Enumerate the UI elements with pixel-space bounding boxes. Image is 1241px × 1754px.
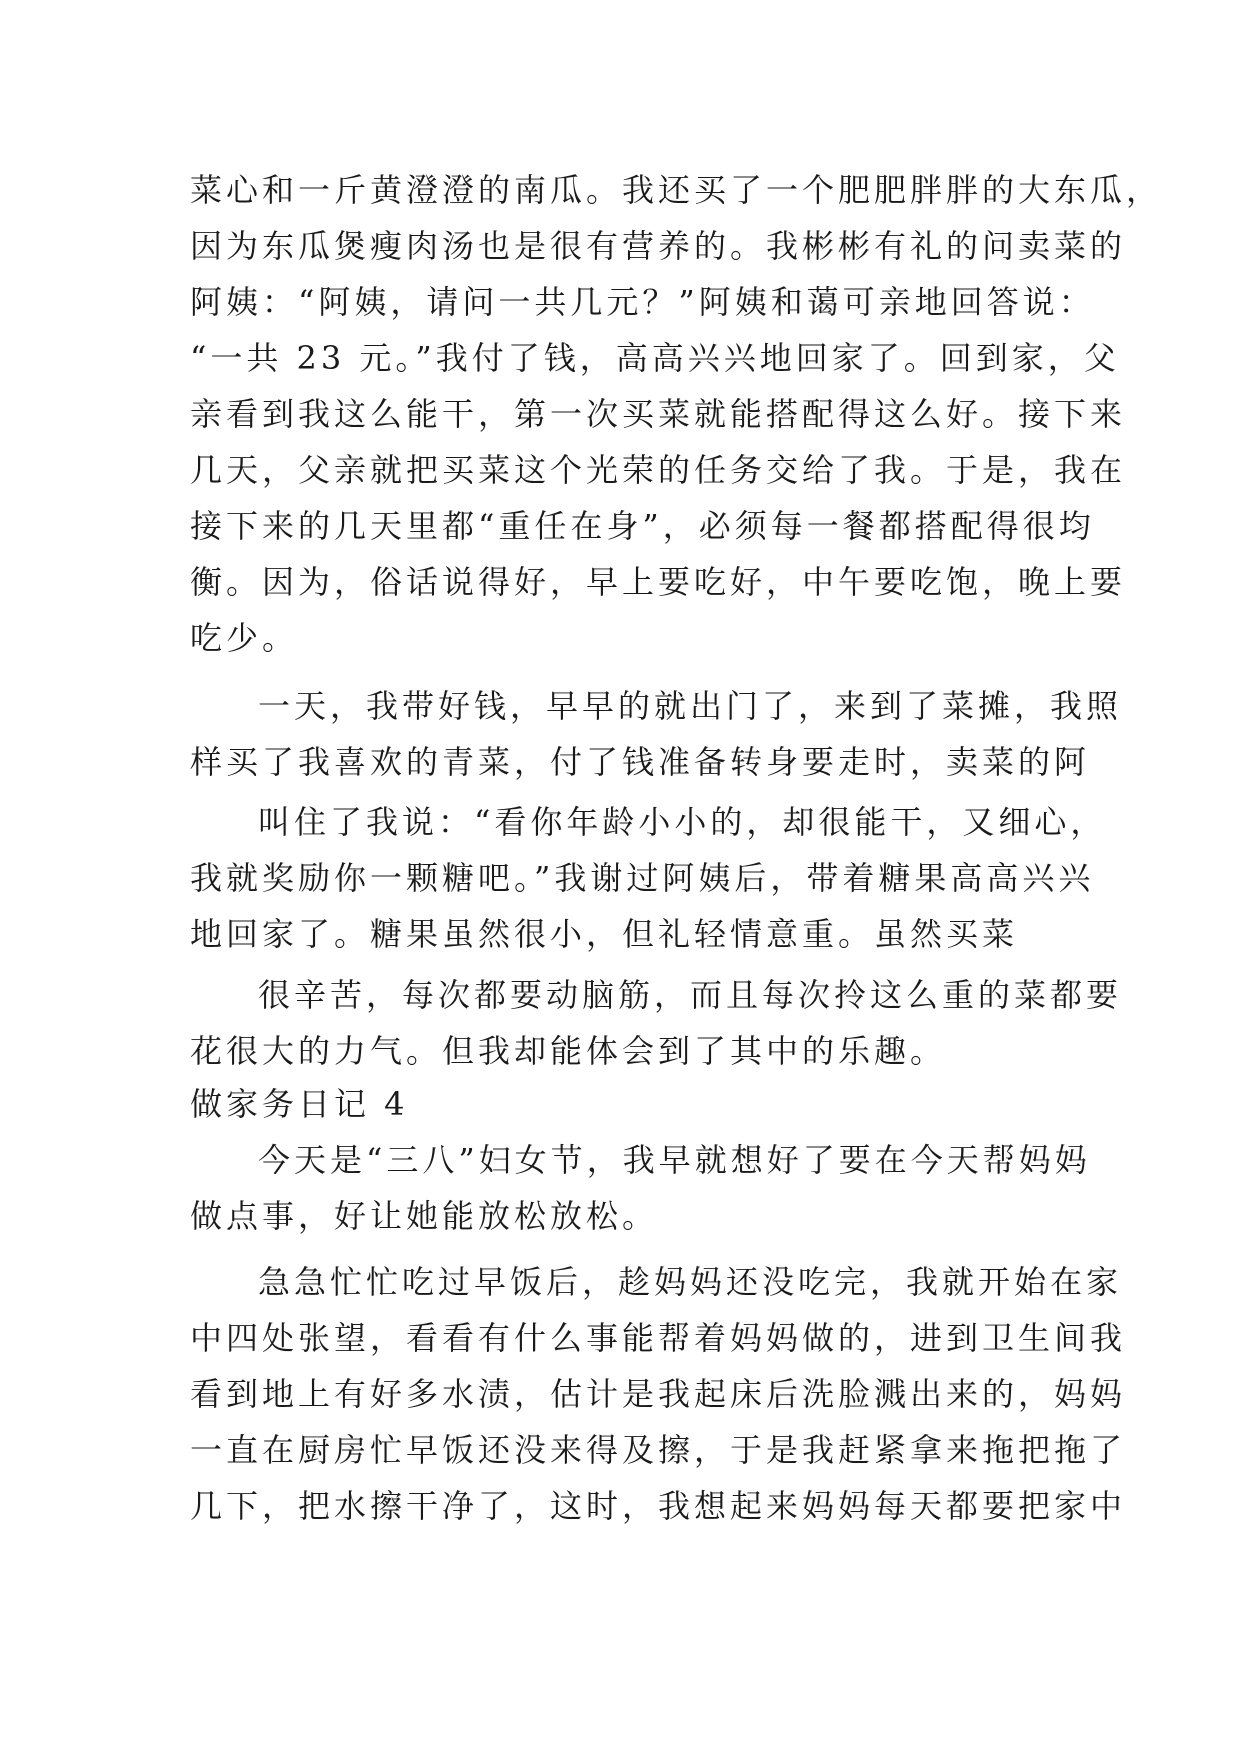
text-line: 菜心和一斤黄澄澄的南瓜。我还买了一个肥肥胖胖的大东瓜， bbox=[190, 171, 1163, 209]
text-line: 样买了我喜欢的青菜，付了钱准备转身要走时，卖菜的阿 bbox=[190, 743, 1091, 781]
text-line: 做点事，好让她能放松放松。 bbox=[190, 1197, 659, 1235]
text-line: 亲看到我这么能干，第一次买菜就能搭配得这么好。接下来 bbox=[190, 395, 1127, 433]
text-line: 地回家了。糖果虽然很小，但礼轻情意重。虽然买菜 bbox=[190, 915, 1019, 953]
text-line: 吃少。 bbox=[190, 619, 299, 657]
text-line: 几下，把水擦干净了，这时，我想起来妈妈每天都要把家中 bbox=[190, 1487, 1127, 1525]
section-heading: 做家务日记 4 bbox=[190, 1085, 409, 1123]
text-line: 花很大的力气。但我却能体会到了其中的乐趣。 bbox=[190, 1032, 947, 1070]
text-line: “一共 23 元。”我付了钱，高高兴兴地回家了。回到家，父 bbox=[190, 339, 1120, 377]
text-line: 阿姨：“阿姨，请问一共几元？”阿姨和蔼可亲地回答说： bbox=[190, 283, 1095, 321]
text-line: 看到地上有好多水渍，估计是我起床后洗脸溅出来的，妈妈 bbox=[190, 1375, 1127, 1413]
text-line: 衡。因为，俗话说得好，早上要吃好，中午要吃饱，晚上要 bbox=[190, 563, 1127, 601]
text-line: 因为东瓜煲瘦肉汤也是很有营养的。我彬彬有礼的问卖菜的 bbox=[190, 227, 1127, 265]
text-line: 中四处张望，看看有什么事能帮着妈妈做的，进到卫生间我 bbox=[190, 1319, 1127, 1357]
text-line: 叫住了我说：“看你年龄小小的，却很能干，又细心， bbox=[258, 803, 1107, 841]
text-line: 几天，父亲就把买菜这个光荣的任务交给了我。于是，我在 bbox=[190, 451, 1127, 489]
text-line: 接下来的几天里都“重任在身”，必须每一餐都搭配得很均 bbox=[190, 507, 1095, 545]
text-line: 我就奖励你一颗糖吧。”我谢过阿姨后，带着糖果高高兴兴 bbox=[190, 859, 1095, 897]
text-line: 急急忙忙吃过早饭后，趁妈妈还没吃完，我就开始在家 bbox=[258, 1263, 1123, 1301]
text-line: 一直在厨房忙早饭还没来得及擦，于是我赶紧拿来拖把拖了 bbox=[190, 1431, 1127, 1469]
text-line: 很辛苦，每次都要动脑筋，而且每次拎这么重的菜都要 bbox=[258, 976, 1123, 1014]
text-line: 一天，我带好钱，早早的就出门了，来到了菜摊，我照 bbox=[258, 687, 1123, 725]
text-line: 今天是“三八”妇女节，我早就想好了要在今天帮妈妈 bbox=[258, 1141, 1091, 1179]
